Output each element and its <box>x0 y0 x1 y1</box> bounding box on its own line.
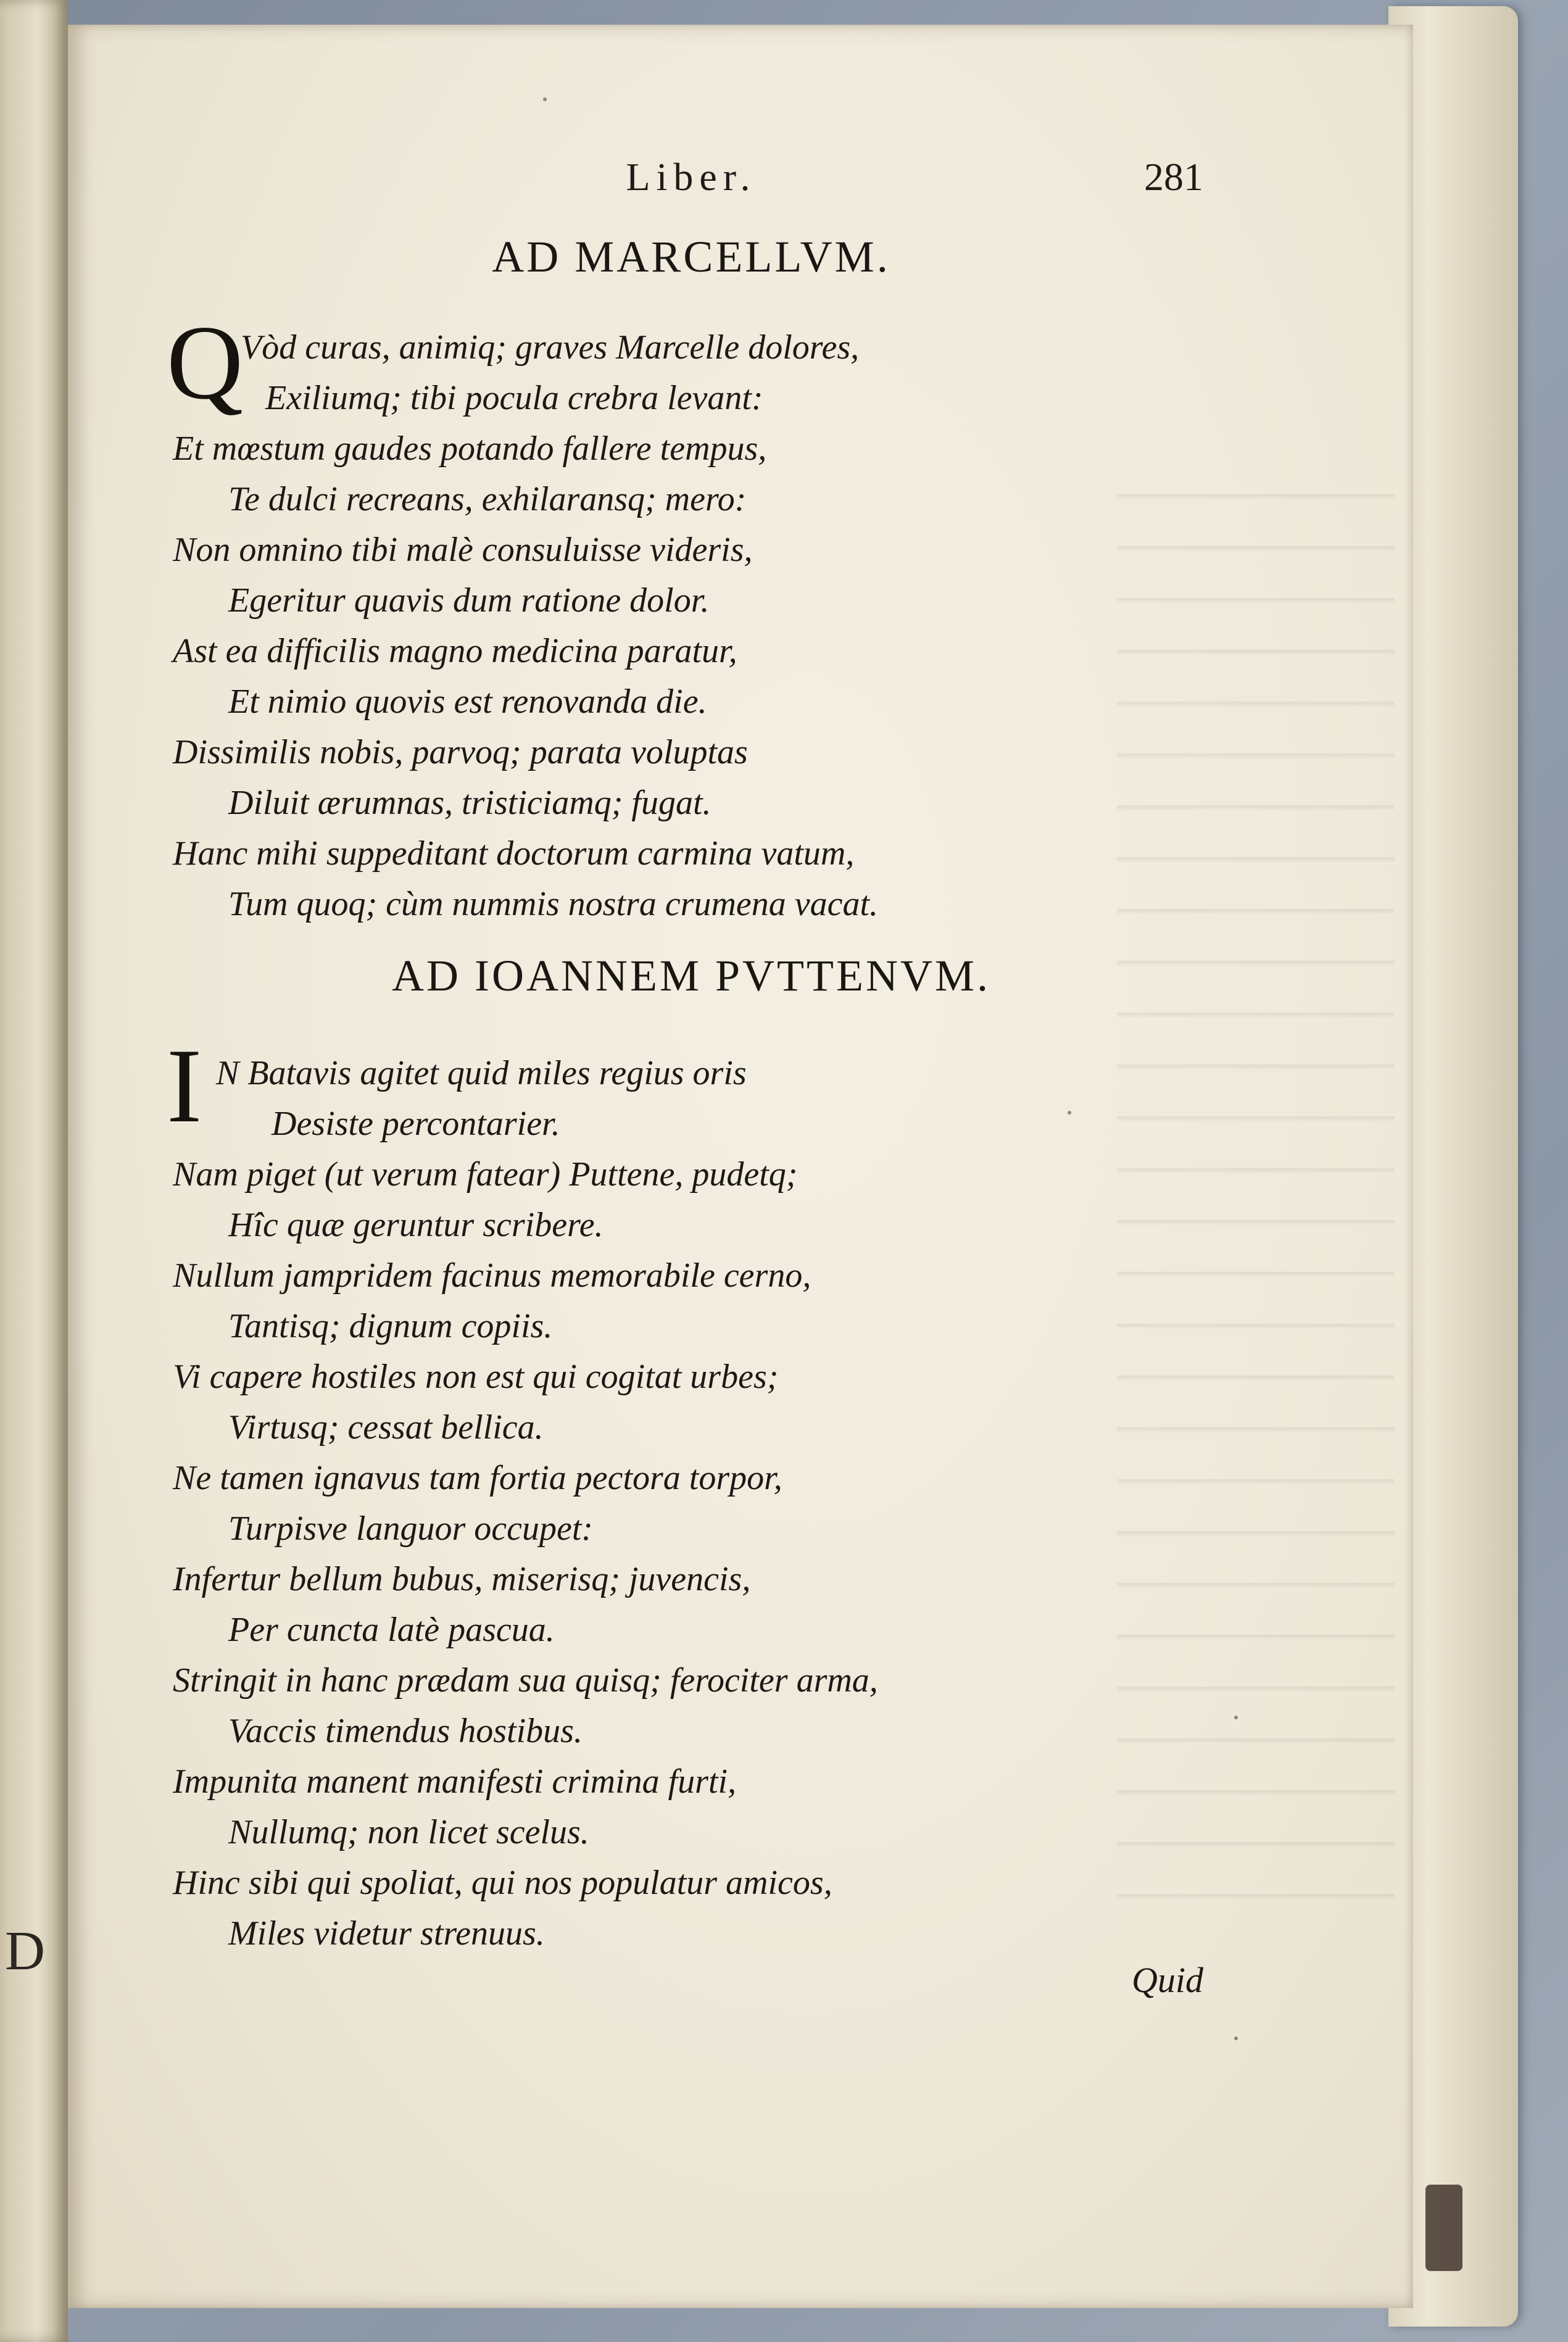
verse-line: Nam piget (ut verum fatear) Puttene, pudetq; <box>173 1155 798 1194</box>
verse-line: Vaccis timendus hostibus. <box>228 1712 583 1750</box>
verse-line: Hinc sibi qui spoliat, qui nos populatur amicos, <box>173 1864 832 1902</box>
binding-stain <box>1425 2185 1462 2271</box>
verse-line: Et mœstum gaudes potando fallere tempus, <box>173 430 767 468</box>
page-number: 281 <box>1144 155 1203 199</box>
verse-line: Desiste percontarier. <box>272 1105 560 1143</box>
verse-line: Virtusq; cessat bellica. <box>228 1408 544 1447</box>
dropcap-i: I <box>167 1028 202 1145</box>
verse-line: Ne tamen ignavus tam fortia pectora torpor, <box>173 1459 782 1497</box>
verse-line: Ast ea difficilis magno medicina paratur, <box>173 632 737 670</box>
verse-line: Vi capere hostiles non est qui cogitat urbes; <box>173 1358 779 1396</box>
dropcap-q: Q <box>167 304 244 421</box>
poem-title-puttenum: AD IOANNEM PVTTENVM. <box>392 951 990 1000</box>
poem-title-marcellum: AD MARCELLVM. <box>492 232 890 281</box>
paper-speck <box>1234 2037 1238 2040</box>
verse-line: Stringit in hanc prædam sua quisq; ferociter arma, <box>173 1661 878 1700</box>
book-page <box>68 25 1413 2308</box>
verse-line: Impunita manent manifesti crimina furti, <box>173 1763 737 1801</box>
verse-line: Te dulci recreans, exhilaransq; mero: <box>228 480 747 518</box>
left-page-edge <box>0 0 68 2342</box>
verse-line: Tum quoq; cùm nummis nostra crumena vacat. <box>228 885 879 923</box>
left-page-letter: D <box>5 1921 45 1982</box>
verse-line: Per cuncta latè pascua. <box>228 1611 555 1649</box>
verse-line: Diluit ærumnas, tristiciamq; fugat. <box>228 784 711 822</box>
verse-line: Nullum jampridem facinus memorabile cerno, <box>173 1256 811 1295</box>
verse-line: N Batavis agitet quid miles regius oris <box>216 1054 747 1092</box>
verse-line: Infertur bellum bubus, miserisq; juvencis, <box>173 1560 751 1598</box>
paper-speck <box>1234 1716 1238 1719</box>
verse-line: Turpisve languor occupet: <box>228 1509 594 1548</box>
verse-line: Hanc mihi suppeditant doctorum carmina vatum, <box>173 834 855 873</box>
verse-line: Egeritur quavis dum ratione dolor. <box>228 581 710 620</box>
paper-speck <box>1068 1111 1071 1115</box>
running-head: Liber. <box>626 155 757 199</box>
verse-line: Tantisq; dignum copiis. <box>228 1307 553 1345</box>
verse-line: Nullumq; non licet scelus. <box>228 1813 589 1851</box>
poem2-opening <box>216 1048 1388 1149</box>
poem1-first-line <box>241 322 1413 373</box>
catchword: Quid <box>1132 1960 1203 2000</box>
verse-line: Et nimio quovis est renovanda die. <box>228 683 707 721</box>
verse-line: Dissimilis nobis, parvoq; parata voluptas <box>173 733 748 771</box>
paper-speck <box>543 98 547 101</box>
verse-line: Hîc quæ geruntur scribere. <box>228 1206 604 1244</box>
poem1-verses <box>173 373 1345 929</box>
verse-line: Exiliumq; tibi pocula crebra levant: <box>265 379 763 417</box>
verse-line: Miles videtur strenuus. <box>228 1914 545 1953</box>
poem2-verses <box>173 1149 1345 1959</box>
verse-line: Vòd curas, animiq; graves Marcelle dolores, <box>241 328 860 367</box>
verse-line: Non omnino tibi malè consuluisse videris, <box>173 531 753 569</box>
